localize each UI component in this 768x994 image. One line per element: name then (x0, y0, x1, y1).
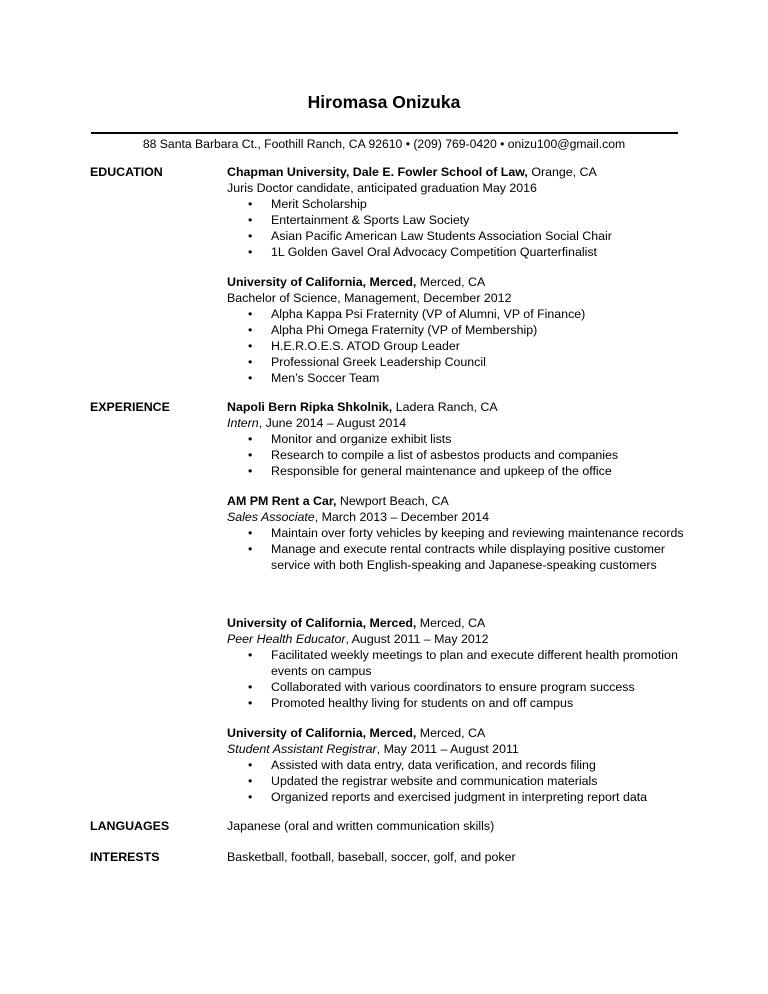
entry-role: Sales Associate (227, 510, 315, 524)
list-item: • Alpha Kappa Psi Fraternity (VP of Alumni, VP of Finance) (248, 307, 586, 321)
entry-role: Student Assistant Registrar (227, 742, 377, 756)
list-item: • Organized reports and exercised judgment in interpreting report data (248, 790, 648, 804)
entry-org: Napoli Bern Ripka Shkolnik, (227, 400, 393, 414)
bullet-list (227, 196, 687, 260)
education-heading: EDUCATION (90, 165, 163, 179)
entry-org: Chapman University, Dale E. Fowler School of Law, (227, 165, 528, 179)
list-item: • Professional Greek Leadership Council (248, 355, 486, 369)
entry-location: Orange, CA (527, 165, 597, 179)
entry-location: Merced, CA (416, 726, 486, 740)
list-item: • Merit Scholarship (248, 197, 367, 211)
entry-location: Merced, CA (416, 616, 486, 630)
experience-entry-napoli (227, 399, 687, 479)
list-item: • Asian Pacific American Law Students Association Social Chair (248, 229, 612, 243)
languages-heading: LANGUAGES (90, 819, 170, 833)
list-item: • Maintain over forty vehicles by keeping and reviewing maintenance records (248, 526, 684, 540)
entry-org: University of California, Merced, (227, 726, 417, 740)
list-item: • Research to compile a list of asbestos products and companies (248, 448, 619, 462)
entry-role: Peer Health Educator (227, 632, 346, 646)
entry-dates: , June 2014 – August 2014 (258, 416, 407, 430)
entry-location: Merced, CA (416, 275, 486, 289)
contact-line: 88 Santa Barbara Ct., Foothill Ranch, CA 92610 • (209) 769-0420 • onizu100@gmail.com (142, 137, 626, 151)
entry-location: Ladera Ranch, CA (392, 400, 498, 414)
bullet-list (227, 757, 687, 805)
bullet-list (227, 306, 687, 386)
bullet-list (227, 525, 687, 573)
experience-heading: EXPERIENCE (90, 400, 170, 414)
entry-org: AM PM Rent a Car, (227, 494, 337, 508)
list-item: • Responsible for general maintenance and upkeep of the office (248, 464, 612, 478)
list-item: • Assisted with data entry, data verification, and records filing (248, 758, 596, 772)
list-item: • Manage and execute rental contracts while displaying positive customer service with both English-speaking and Japanese-speaking customers (248, 542, 665, 572)
list-item: • Updated the registrar website and communication materials (248, 774, 598, 788)
list-item: • Monitor and organize exhibit lists (248, 432, 452, 446)
list-item: • Entertainment & Sports Law Society (248, 213, 470, 227)
list-item: • Promoted healthy living for students on and off campus (248, 696, 574, 710)
list-item: • H.E.R.O.E.S. ATOD Group Leader (248, 339, 460, 353)
entry-role: Intern (227, 416, 259, 430)
entry-detail: Juris Doctor candidate, anticipated graduation May 2016 (227, 181, 537, 195)
education-entry-chapman (227, 164, 687, 260)
languages-text: Japanese (oral and written communication skills) (227, 819, 495, 833)
header-divider (91, 132, 678, 134)
interests-heading: INTERESTS (90, 850, 160, 864)
list-item: • Collaborated with various coordinators to ensure program success (248, 680, 635, 694)
list-item: • Facilitated weekly meetings to plan and execute different health promotion events on campus (248, 648, 678, 678)
list-item: • 1L Golden Gavel Oral Advocacy Competition Quarterfinalist (248, 245, 597, 259)
list-item: • Alpha Phi Omega Fraternity (VP of Membership) (248, 323, 538, 337)
bullet-list (227, 647, 687, 711)
list-item: • Men’s Soccer Team (248, 371, 380, 385)
entry-detail: Bachelor of Science, Management, December 2012 (227, 291, 512, 305)
entry-dates: , August 2011 – May 2012 (345, 632, 489, 646)
resume-name: Hiromasa Onizuka (307, 92, 461, 112)
entry-dates: , May 2011 – August 2011 (376, 742, 519, 756)
experience-entry-peer-health (227, 615, 687, 711)
entry-org: University of California, Merced, (227, 275, 417, 289)
entry-dates: , March 2013 – December 2014 (314, 510, 489, 524)
entry-location: Newport Beach, CA (336, 494, 449, 508)
entry-org: University of California, Merced, (227, 616, 417, 630)
bullet-list (227, 431, 687, 479)
interests-text: Basketball, football, baseball, soccer, golf, and poker (227, 850, 516, 864)
experience-entry-ampm (227, 493, 687, 573)
education-entry-ucmerced (227, 274, 687, 386)
experience-entry-registrar (227, 725, 687, 805)
